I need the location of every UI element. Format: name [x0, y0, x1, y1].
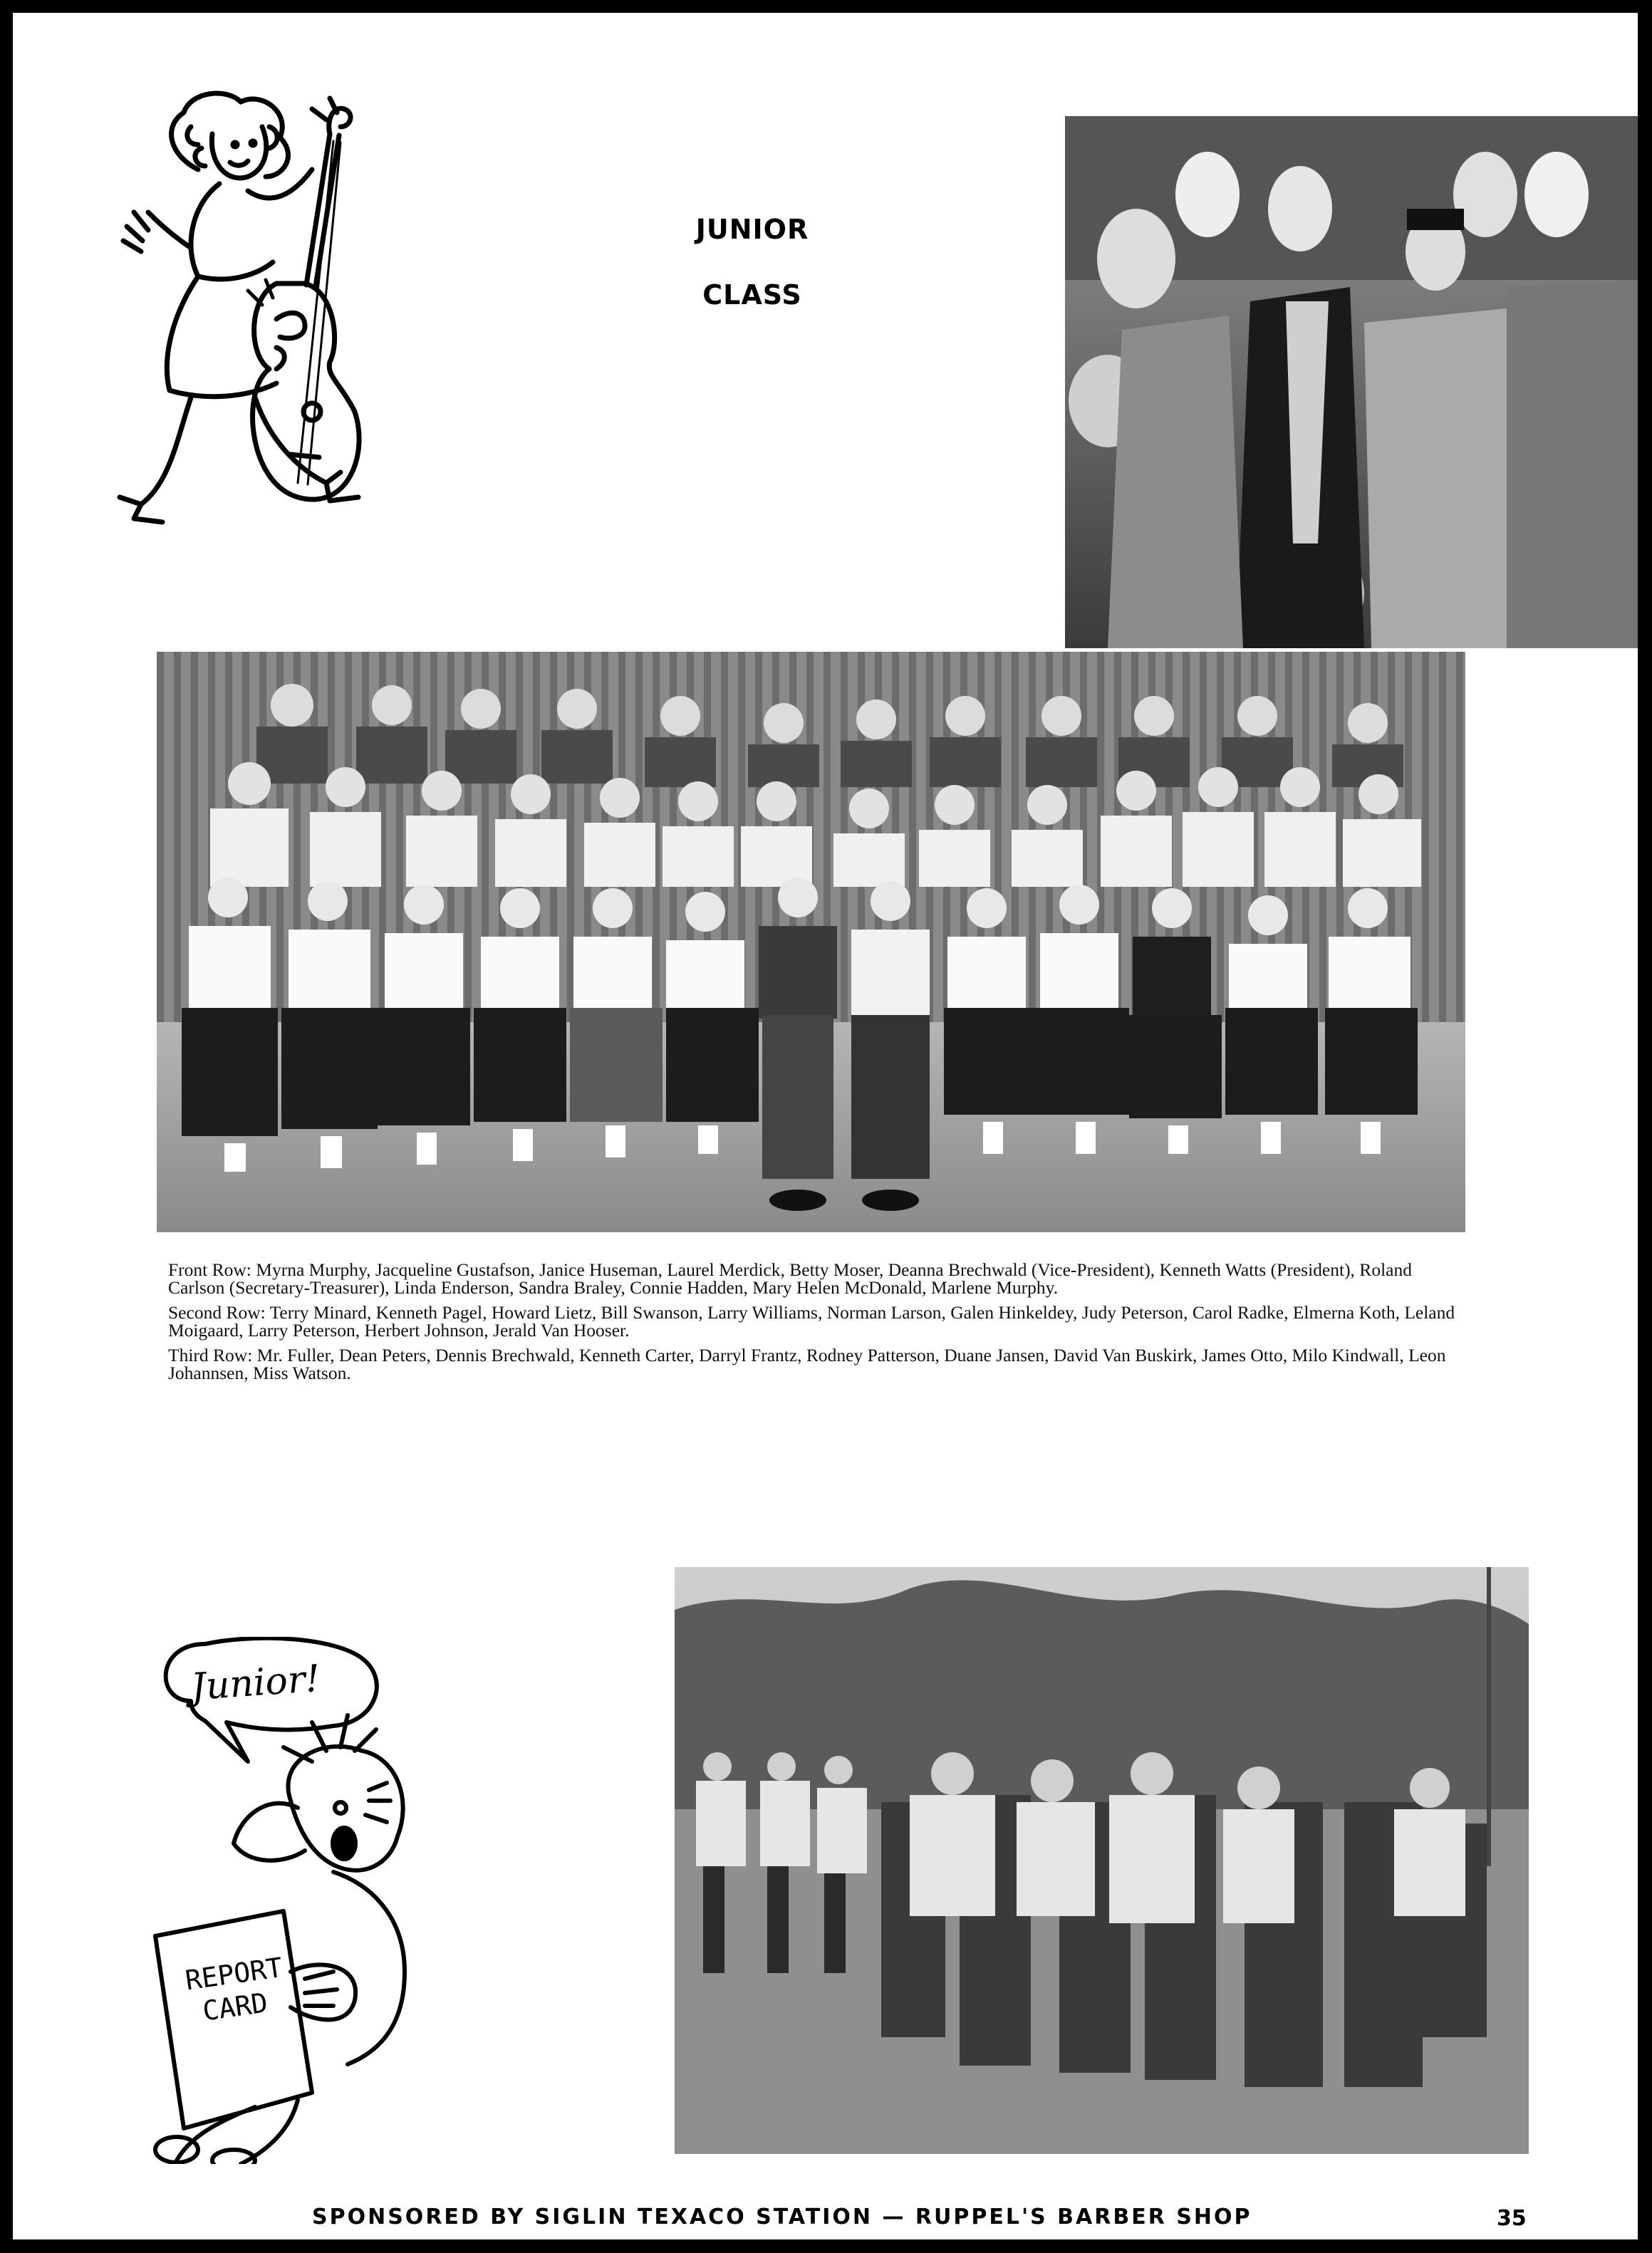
caption-third-row [168, 1346, 1472, 1382]
caption-row-label: Second Row: [168, 1302, 266, 1323]
class-photo-caption [168, 1261, 1472, 1389]
cello-girl-drawing [84, 84, 398, 533]
report-card-label [183, 1951, 289, 2029]
page-heading [645, 214, 859, 311]
yearbook-page [13, 13, 1638, 2239]
report-card-cartoon [148, 1637, 547, 2164]
report-card-label-line-1: REPORT [183, 1951, 285, 1997]
outdoor-photo-image [675, 1567, 1529, 2154]
report-card-drawing [148, 1637, 547, 2164]
class-photo-image [157, 652, 1465, 1232]
costume-photo-image [1065, 116, 1638, 648]
sponsor-footer: SPONSORED BY SIGLIN TEXACO STATION — RUPPEL'S BARBER SHOP [312, 2205, 1252, 2229]
page-number: 35 [1497, 2206, 1527, 2231]
caption-row-label: Third Row: [168, 1345, 253, 1365]
caption-row-label: Front Row: [168, 1259, 251, 1280]
junior-class-group-photo [157, 652, 1465, 1232]
caption-row-names: Terry Minard, Kenneth Pagel, Howard Lietz, Bill Swanson, Larry Williams, Norman Larson, Galen Hinkeldey, Judy Peterson, Carol Radke, Elmerna Koth, Leland Moigaard, Larry Peterson, Herbert Johnson, Jerald Van Hooser. [168, 1302, 1455, 1341]
caption-second-row [168, 1304, 1472, 1339]
outdoor-gathering-photo [675, 1567, 1529, 2154]
caption-front-row [168, 1261, 1472, 1296]
costume-group-photo [1065, 116, 1638, 648]
speech-bubble-text: Junior! [189, 1657, 322, 1710]
heading-line-2: CLASS [702, 279, 802, 311]
heading-line-1: JUNIOR [695, 214, 809, 245]
report-card-label-line-2: CARD [200, 1987, 270, 2027]
caption-row-names: Mr. Fuller, Dean Peters, Dennis Brechwald, Kenneth Carter, Darryl Frantz, Rodney Patterson, Duane Jansen, David Van Buskirk, James Otto, Milo Kindwall, Leon Johannsen, Miss Watson. [168, 1345, 1446, 1383]
caption-row-names: Myrna Murphy, Jacqueline Gustafson, Janice Huseman, Laurel Merdick, Betty Moser, Deanna Brechwald (Vice-President), Kenneth Watts (President), Roland Carlson (Secretary-Treasurer), Linda Enderson, Sandra Braley, Connie Hadden, Mary Helen McDonald, Marlene Murphy. [168, 1259, 1412, 1298]
